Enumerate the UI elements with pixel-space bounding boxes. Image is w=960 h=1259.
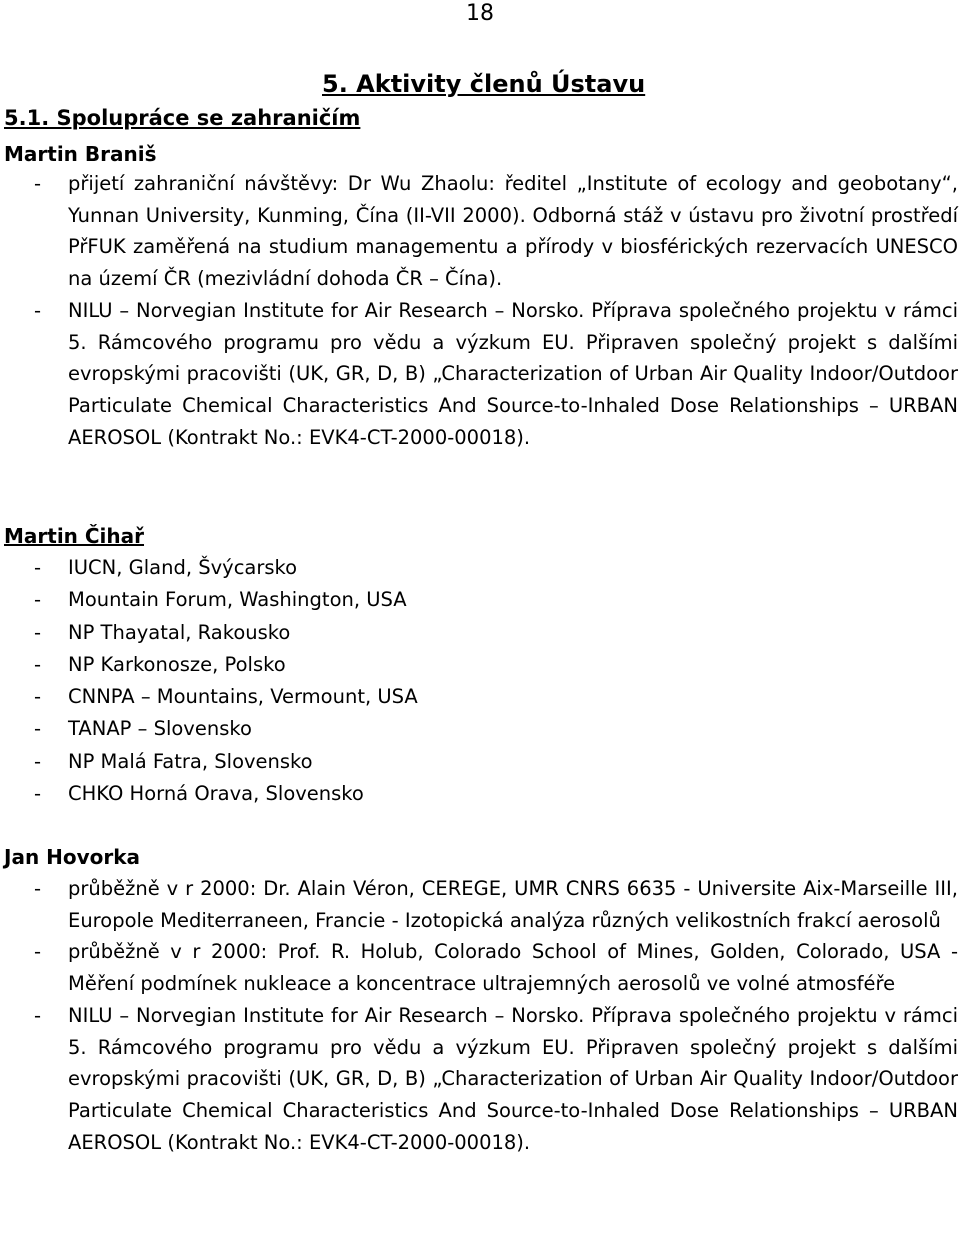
list-item: - NP Malá Fatra, Slovensko — [4, 746, 958, 778]
list-item: - NILU – Norvegian Institute for Air Research – Norsko. Příprava společného projektu v rámci 5. Rámcového programu pro vědu a výzkum EU. Připraven společný projekt s dalšími evropskými pracovišti (UK, GR, D, B) „Characterization of Urban Air Quality Indoor/Outdoor Particulate Chemical Characteristics And Source-to-Inhaled Dose Relationships – URBAN AEROSOL (Kontrakt No.: EVK4-CT-2000-00018). — [4, 1000, 958, 1159]
list-item: - Mountain Forum, Washington, USA — [4, 584, 958, 616]
list-item: - IUCN, Gland, Švýcarsko — [4, 552, 958, 584]
section-title: 5.1. Spolupráce se zahraničím — [4, 106, 361, 130]
cihar-activity-list — [4, 552, 958, 810]
list-item: - přijetí zahraniční návštěvy: Dr Wu Zhaolu: ředitel „Institute of ecology and geobotany“, Yunnan University, Kunming, Čína (II-VII 2000). Odborná stáž v ústavu pro životní prostředí PřFUK zaměřená na studium managementu a přírody v biosférických rezervacích UNESCO na území ČR (mezivládní dohoda ČR – Čína). — [4, 168, 958, 295]
list-item: - NP Karkonosze, Polsko — [4, 649, 958, 681]
hovorka-activity-list — [4, 873, 958, 1158]
person-name-branis: Martin Braniš — [4, 142, 157, 166]
list-item: - průběžně v r 2000: Dr. Alain Véron, CEREGE, UMR CNRS 6635 - Universite Aix-Marseille III, Europole Mediterraneen, Francie - Izotopická analýza různých velikostních frakcí aerosolů — [4, 873, 958, 936]
list-item: - NILU – Norvegian Institute for Air Research – Norsko. Příprava společného projektu v rámci 5. Rámcového programu pro vědu a výzkum EU. Připraven společný projekt s dalšími evropskými pracovišti (UK, GR, D, B) „Characterization of Urban Air Quality Indoor/Outdoor Particulate Chemical Characteristics And Source-to-Inhaled Dose Relationships – URBAN AEROSOL (Kontrakt No.: EVK4-CT-2000-00018). — [4, 295, 958, 454]
list-item: - CHKO Horná Orava, Slovensko — [4, 778, 958, 810]
person-name-hovorka: Jan Hovorka — [4, 845, 141, 869]
list-item: - NP Thayatal, Rakousko — [4, 617, 958, 649]
branis-activity-list — [4, 168, 958, 453]
chapter-title: 5. Aktivity členů Ústavu — [322, 70, 646, 98]
list-item: - průběžně v r 2000: Prof. R. Holub, Colorado School of Mines, Golden, Colorado, USA - Měření podmínek nukleace a koncentrace ultrajemných aerosolů ve volné atmosféře — [4, 936, 958, 999]
list-item: - TANAP – Slovensko — [4, 713, 958, 745]
person-name-cihar: Martin Čihař — [4, 524, 145, 548]
list-item: - CNNPA – Mountains, Vermount, USA — [4, 681, 958, 713]
page-number: 18 — [466, 1, 494, 26]
